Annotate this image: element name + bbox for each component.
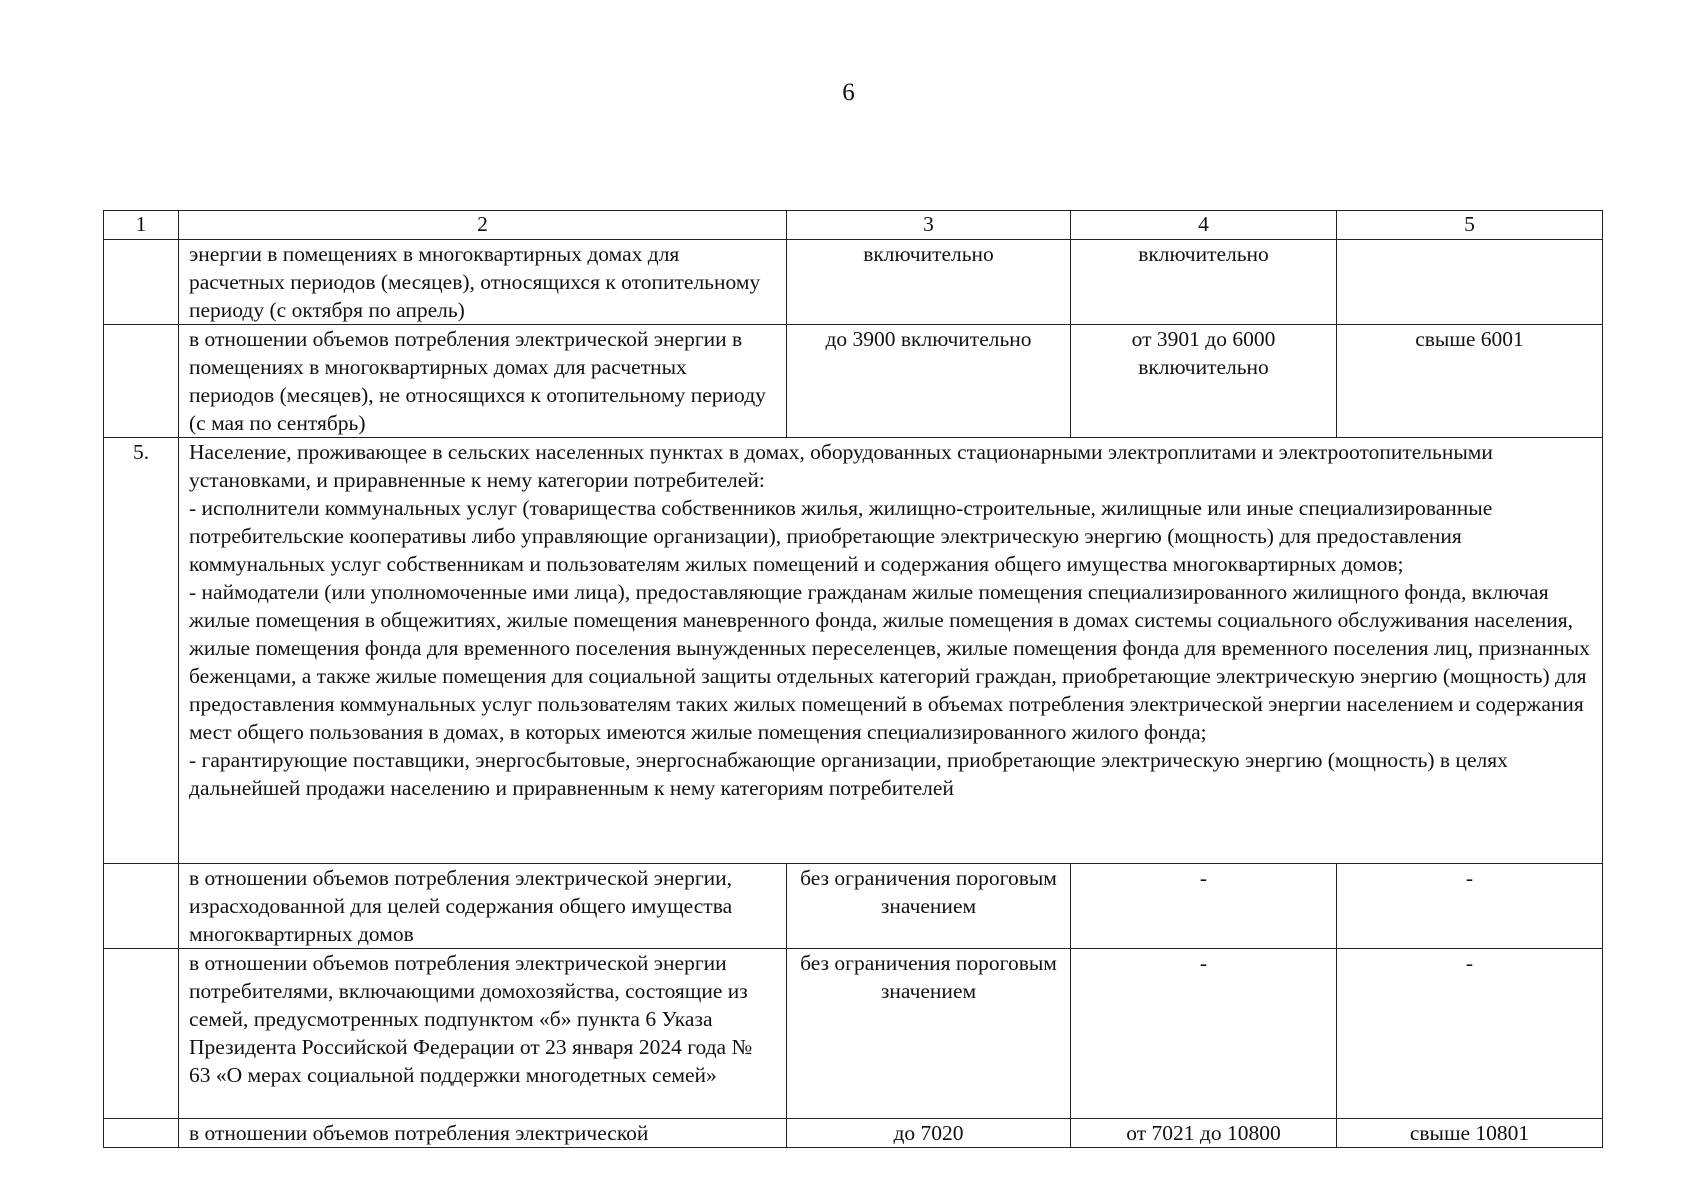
- section-number: 5.: [104, 438, 179, 864]
- row-threshold-high-cell: свыше 10801: [1337, 1119, 1603, 1148]
- row-description-cell: в отношении объемов потребления электрической энергии в помещениях в многоквартирных домах для расчетных периодов (месяцев), не относящихся к отопительному периоду (с мая по сентябрь): [179, 325, 787, 438]
- table-row: [104, 864, 1603, 949]
- section-description: Население, проживающее в сельских населенных пунктах в домах, оборудованных стационарными электроплитами и электроотопительными установками, и приравненные к нему категории потребителей: - исполнители коммунальных услуг (товарищества собственников жилья, жилищно-строительные, жилищные или иные специализированные потребительские кооперативы либо управляющие организации), приобретающие электрическую энергию (мощность) для предоставления коммунальных услуг собственникам и пользователям жилых помещений и содержания общего имущества многоквартирных домов; - наймодатели (или уполномоченные ими лица), предоставляющие гражданам жилые помещения специализированного жилищного фонда, включая жилые помещения в общежитиях, жилые помещения маневренного фонда, жилые помещения в домах системы социального обслуживания населения, жилые помещения фонда для временного поселения вынужденных переселенцев, жилые помещения фонда для временного поселения лиц, признанных беженцами, а также жилые помещения для социальной защиты отдельных категорий граждан, приобретающие электрическую энергию (мощность) для предоставления коммунальных услуг пользователям таких жилых помещений в объемах потребления электрической энергии населением и содержания мест общего пользования в домах, в которых имеются жилые помещения специализированного жилого фонда; - гарантирующие поставщики, энергосбытовые, энергоснабжающие организации, приобретающие электрическую энергию (мощность) в целях дальнейшей продажи населению и приравненным к нему категориям потребителей: [179, 438, 1603, 864]
- column-header-4: 4: [1071, 211, 1337, 240]
- column-header-3: 3: [787, 211, 1071, 240]
- row-threshold-mid-cell: от 3901 до 6000 включительно: [1071, 325, 1337, 438]
- row-threshold-mid-cell: включительно: [1071, 240, 1337, 325]
- row-threshold-high-cell: -: [1337, 949, 1603, 1119]
- row-description-cell: в отношении объемов потребления электрической: [179, 1119, 787, 1148]
- row-threshold-high-cell: свыше 6001: [1337, 325, 1603, 438]
- row-threshold-high-cell: [1337, 240, 1603, 325]
- table-row: [104, 325, 1603, 438]
- row-description-cell: энергии в помещениях в многоквартирных домах для расчетных периодов (месяцев), относящихся к отопительному периоду (с октября по апрель): [179, 240, 787, 325]
- row-description-cell: в отношении объемов потребления электрической энергии потребителями, включающими домохозяйства, состоящие из семей, предусмотренных подпунктом «б» пункта 6 Указа Президента Российской Федерации от 23 января 2024 года № 63 «О мерах социальной поддержки многодетных семей»: [179, 949, 787, 1119]
- row-threshold-mid-cell: -: [1071, 864, 1337, 949]
- row-threshold-low-cell: включительно: [787, 240, 1071, 325]
- row-threshold-low-cell: до 3900 включительно: [787, 325, 1071, 438]
- row-threshold-mid-cell: -: [1071, 949, 1337, 1119]
- tariff-table: [103, 210, 1603, 1148]
- row-threshold-low-cell: без ограничения пороговым значением: [787, 949, 1071, 1119]
- row-number-cell: [104, 240, 179, 325]
- column-header-2: 2: [179, 211, 787, 240]
- row-number-cell: [104, 864, 179, 949]
- table-row: [104, 240, 1603, 325]
- row-threshold-mid-cell: от 7021 до 10800: [1071, 1119, 1337, 1148]
- column-header-1: 1: [104, 211, 179, 240]
- table-header-row: [104, 211, 1603, 240]
- row-threshold-low-cell: до 7020: [787, 1119, 1071, 1148]
- row-number-cell: [104, 325, 179, 438]
- section-row: [104, 438, 1603, 864]
- row-threshold-low-cell: без ограничения пороговым значением: [787, 864, 1071, 949]
- row-number-cell: [104, 1119, 179, 1148]
- table-row: [104, 949, 1603, 1119]
- column-header-5: 5: [1337, 211, 1603, 240]
- table-row: [104, 1119, 1603, 1148]
- page-number: 6: [842, 79, 855, 106]
- row-threshold-high-cell: -: [1337, 864, 1603, 949]
- row-description-cell: в отношении объемов потребления электрической энергии, израсходованной для целей содержания общего имущества многоквартирных домов: [179, 864, 787, 949]
- row-number-cell: [104, 949, 179, 1119]
